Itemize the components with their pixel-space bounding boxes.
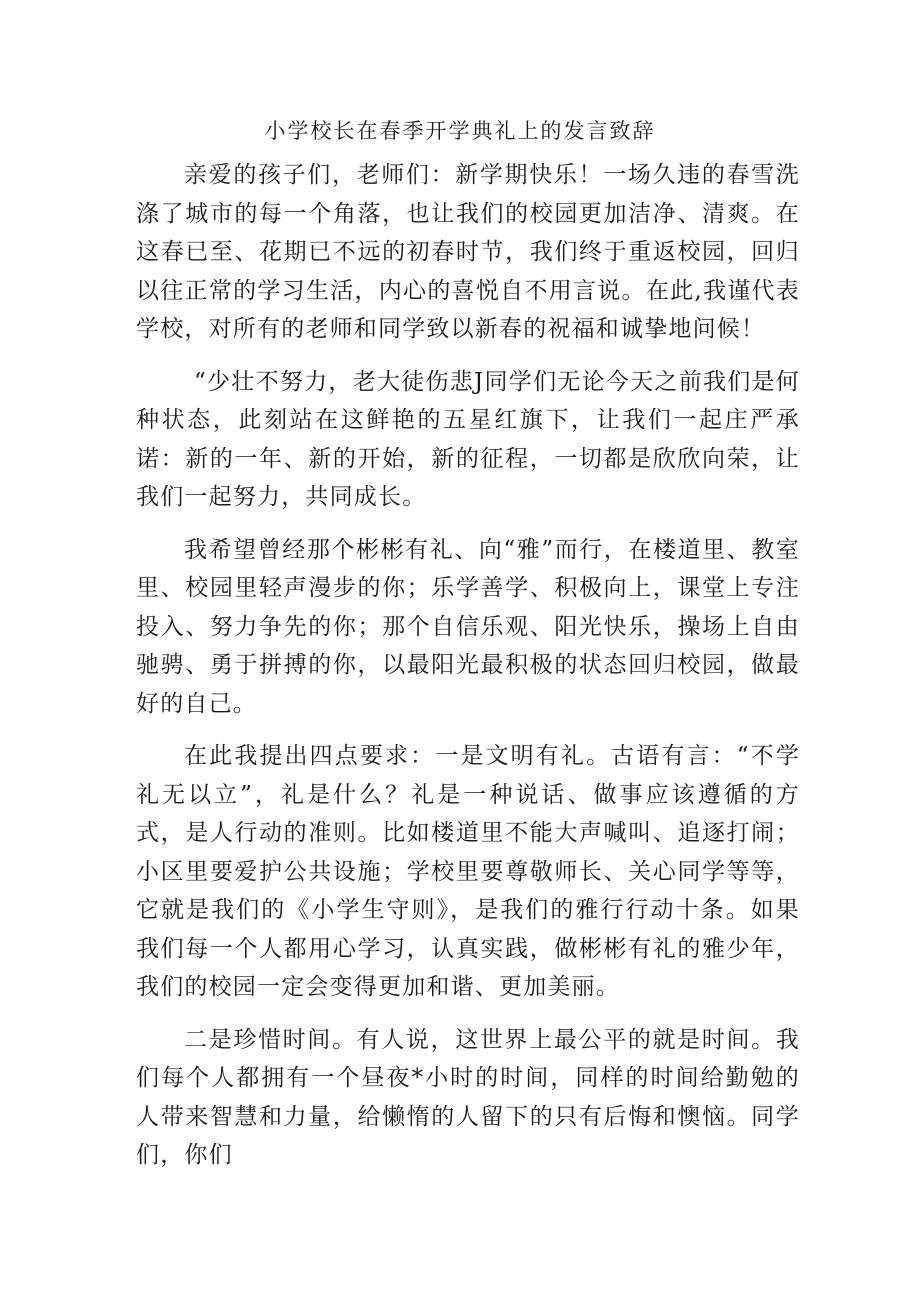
- document-body: [136, 156, 800, 1189]
- document-title: 小学校长在春季开学典礼上的发言致辞: [264, 119, 656, 143]
- paragraph-hope: 我希望曾经那个彬彬有礼、向“雅”而行，在楼道里、教室里、校园里轻声漫步的你；乐学善学、积极向上，课堂上专注投入、努力争先的你；那个自信乐观、阳光快乐，操场上自由驰骋、勇于拼搏的你，以最阳光最积极的状态回归校园，做最好的自己。: [136, 536, 800, 717]
- paragraph-proverb: “少壮不努力，老大徒伤悲J同学们无论今天之前我们是何种状态，此刻站在这鲜艳的五星红旗下，让我们一起庄严承诺：新的一年、新的开始，新的征程，一切都是欣欣向荣，让我们一起努力，共同成长。: [136, 368, 800, 510]
- paragraph-requirement-one: 在此我提出四点要求：一是文明有礼。古语有言：“不学礼无以立”，礼是什么？礼是一种说话、做事应该遵循的方式，是人行动的准则。比如楼道里不能大声喊叫、追逐打闹；小区里要爱护公共设施；学校里要尊敬师长、关心同学等等，它就是我们的《小学生守则》，是我们的雅行行动十条。如果我们每一个人都用心学习，认真实践，做彬彬有礼的雅少年，我们的校园一定会变得更加和谐、更加美丽。: [136, 743, 800, 1000]
- paragraph-greeting: 亲爱的孩子们，老师们：新学期快乐！一场久违的春雪洗涤了城市的每一个角落，也让我们的校园更加洁净、清爽。在这春已至、花期已不远的初春时节，我们终于重返校园，回归以往正常的学习生活，内心的喜悦自不用言说。在此,我谨代表学校，对所有的老师和同学致以新春的祝福和诚挚地问候！: [136, 162, 800, 342]
- paragraph-requirement-two: 二是珍惜时间。有人说，这世界上最公平的就是时间。我们每个人都拥有一个昼夜*小时的时间，同样的时间给勤勉的人带来智慧和力量，给懒惰的人留下的只有后悔和懊恼。同学们，你们: [136, 1026, 800, 1168]
